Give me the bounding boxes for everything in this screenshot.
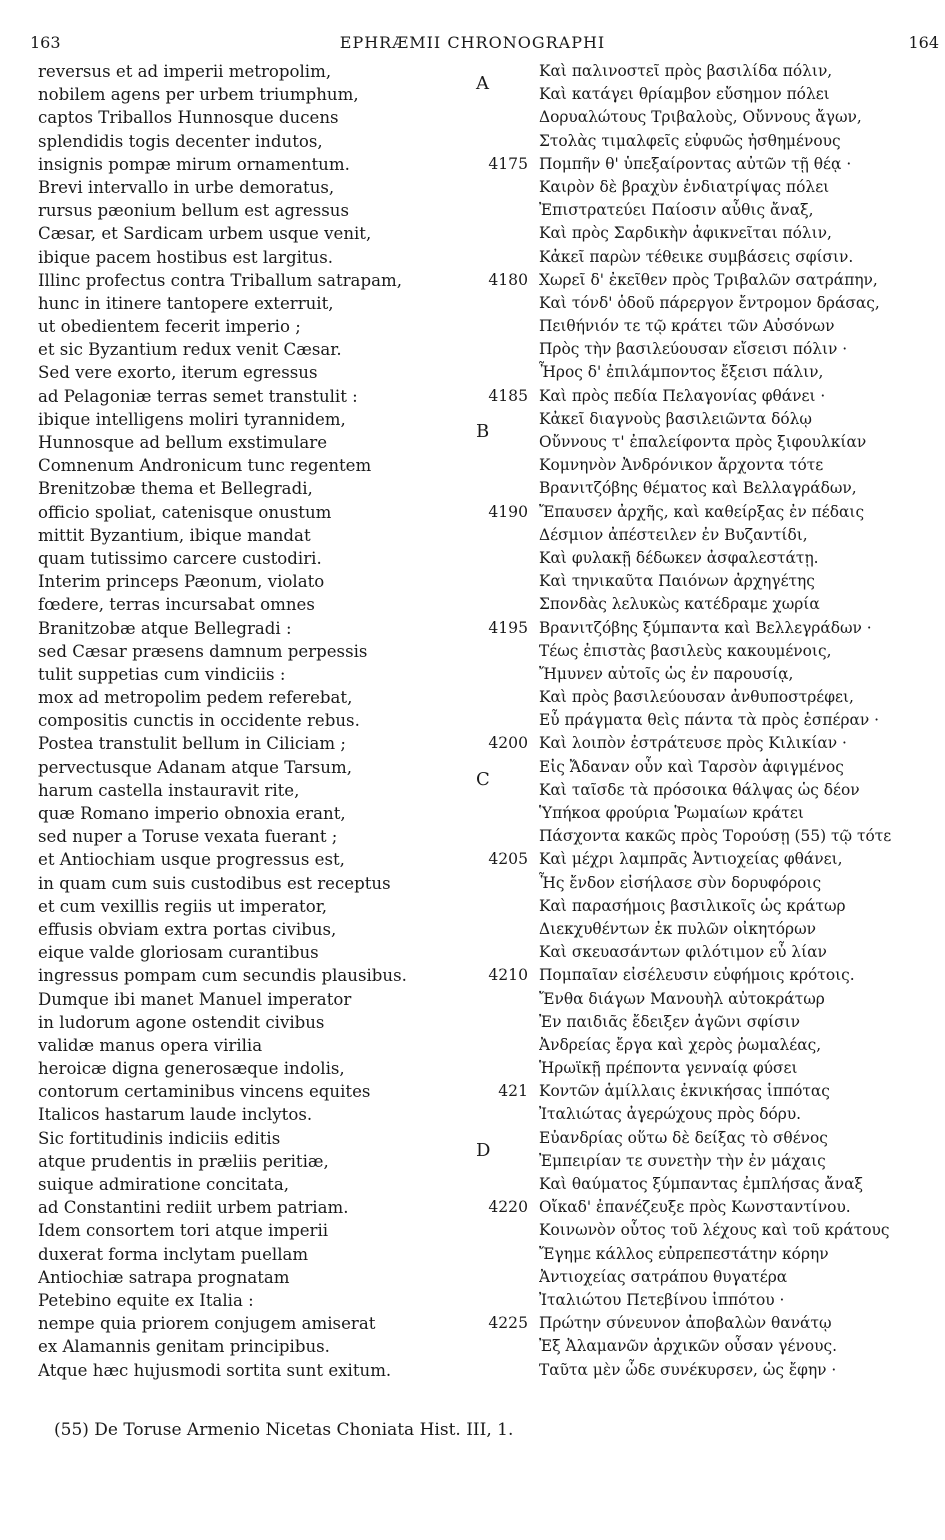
marker-row	[470, 130, 530, 153]
greek-verse-line: Ἐπιστρατεύει Παίοσιν αὖθις ἄναξ,	[539, 201, 814, 220]
greek-verse-line: Πρώτην σύνευνον ἀποβαλὼν θανάτῳ	[539, 1314, 832, 1333]
line-number: 4200	[488, 734, 528, 753]
marker-row	[470, 408, 530, 442]
latin-verse-line: validæ manus opera virilia	[38, 1035, 263, 1055]
greek-verse-line: Βρανιτζόβης ξύμπαντα καὶ Βελλεγράδων ·	[539, 618, 872, 637]
greek-verse-line: Πομπαῖαν εἰσέλευσιν εὐφήμοις κρότοις.	[539, 966, 855, 985]
marker-row	[470, 1150, 530, 1173]
latin-verse-line: sed nuper a Toruse vexata fuerant ;	[38, 827, 338, 847]
greek-verse-line: Εὖ πράγματα θεὶς πάντα τὰ πρὸς ἑσπέραν ·	[539, 711, 880, 730]
greek-verse-line: Καὶ κατάγει θρίαμβον εὔσημον πόλει	[539, 85, 830, 104]
marker-row	[470, 501, 530, 524]
greek-verse-line: Εἰς Ἄδαναν οὖν καὶ Ταρσὸν ἀφιγμένος	[539, 757, 844, 776]
marker-row	[470, 872, 530, 895]
right-page-number: 164	[908, 33, 939, 52]
greek-verse-line: Δορυαλώτους Τριβαλοὺς, Οὔννους ἄγων,	[539, 108, 862, 127]
latin-verse-line: Dumque ibi manet Manuel imperator	[38, 989, 352, 1009]
marker-row	[470, 988, 530, 1011]
greek-verse-line: Καὶ παρασήμοις βασιλικοῖς ὡς κράτωρ	[539, 896, 846, 915]
latin-verse-line: heroicæ digna generosæque indolis,	[38, 1059, 345, 1079]
greek-verse-line: Ἀνδρείας ἔργα καὶ χερὸς ῥωμαλέας,	[539, 1035, 822, 1054]
latin-verse-line: Illinc profectus contra Triballum satrapam,	[38, 270, 402, 290]
marker-row	[470, 106, 530, 129]
greek-verse-line: Καὶ τόνδ' ὁδοῦ πάρεργον ἔντρομον δράσας,	[539, 293, 880, 312]
greek-verse-line: Ἔνθα διάγων Μανουὴλ αὐτοκράτωρ	[539, 989, 825, 1008]
latin-verse-line: Cæsar, et Sardicam urbem usque venit,	[38, 224, 372, 244]
greek-verse-line: Σπονδὰς λελυκὼς κατέδραμε χωρία	[539, 595, 820, 614]
marker-row	[470, 1127, 530, 1161]
marker-row	[470, 779, 530, 802]
greek-column	[539, 60, 939, 1382]
line-number: 4210	[488, 966, 528, 985]
marker-row	[470, 315, 530, 338]
marker-row	[470, 1034, 530, 1057]
greek-verse-line: Καὶ μέχρι λαμπρᾶς Ἀντιοχείας φθάνει,	[539, 850, 843, 869]
greek-verse-line: Οὔννους τ' ἐπαλείφοντα πρὸς ξιφουλκίαν	[539, 433, 867, 451]
greek-verse-line: Στολὰς τιμαλφεῖς εὐφυῶς ἠσθημένους	[539, 131, 841, 150]
latin-verse-line: Sed vere exorto, iterum egressus	[38, 363, 318, 383]
latin-verse-line: hunc in itinere tantopere exterruit,	[38, 293, 334, 313]
line-number: 4225	[488, 1314, 528, 1333]
marker-row	[470, 477, 530, 500]
marker-row	[470, 338, 530, 361]
marker-row	[470, 222, 530, 245]
latin-verse-line: fœdere, terras incursabat omnes	[38, 595, 315, 615]
line-number: 4220	[488, 1198, 528, 1217]
greek-verse-line: Καὶ σκευασάντων φιλότιμον εὖ λίαν	[539, 943, 827, 962]
marker-row	[470, 431, 530, 454]
latin-verse-line: quam tutissimo carcere custodiri.	[38, 548, 322, 568]
marker-row	[470, 1080, 530, 1103]
marker-row	[470, 524, 530, 547]
marker-row	[470, 709, 530, 732]
latin-verse-line: harum castella instauravit rite,	[38, 780, 300, 800]
greek-verse-line: Ἧς ἔνδον εἰσήλασε σὺν δορυφόροις	[539, 873, 822, 892]
latin-verse-line: officio spoliat, catenisque onustum	[38, 502, 332, 522]
latin-verse-line: in quam cum suis custodibus est receptus	[38, 873, 391, 893]
marker-row	[470, 1359, 530, 1382]
greek-verse-line: Ἔγημε κάλλος εὐπρεπεστάτην κόρην	[539, 1244, 829, 1263]
marker-row	[470, 732, 530, 755]
latin-verse-line: reversus et ad imperii metropolim,	[38, 62, 332, 81]
greek-verse-line: Καὶ φυλακῇ δέδωκεν ἀσφαλεστάτῃ.	[539, 548, 819, 567]
greek-verse-line: Ἐν παιδιᾶς ἔδειξεν ἀγῶνι σφίσιν	[539, 1012, 800, 1031]
marker-row	[470, 895, 530, 918]
marker-row	[470, 570, 530, 593]
section-letter: B	[476, 420, 490, 442]
marker-row	[470, 825, 530, 848]
latin-verse-line: contorum certaminibus vincens equites	[38, 1082, 371, 1102]
line-number: 421	[498, 1082, 528, 1101]
marker-row	[470, 199, 530, 222]
latin-verse-line: nempe quia priorem conjugem amiserat	[38, 1314, 376, 1334]
left-page-number: 163	[30, 33, 61, 52]
marker-row	[470, 593, 530, 616]
greek-verse-line: Καὶ ταῖσδε τὰ πρόσοικα θάλψας ὡς δέον	[539, 780, 860, 799]
latin-verse-line: ad Pelagoniæ terras semet transtulit :	[38, 386, 358, 406]
greek-verse-line: Ὑπήκοα φρούρια Ῥωμαίων κράτει	[539, 804, 804, 822]
marker-row	[470, 640, 530, 663]
marker-row	[470, 1289, 530, 1312]
marker-row	[470, 246, 530, 269]
greek-verse-line: Καιρὸν δὲ βραχὺν ἐνδιατρίψας πόλει	[539, 177, 830, 196]
greek-verse-line: Ἦρος δ' ἐπιλάμποντος ἔξεισι πάλιν,	[539, 363, 824, 382]
latin-verse-line: mittit Byzantium, ibique mandat	[38, 525, 311, 545]
line-number: 4205	[488, 850, 528, 869]
footnote: (55) De Toruse Armenio Nicetas Choniata Hist. III, 1.	[54, 1420, 514, 1440]
latin-verse-line: sed Cæsar præsens damnum perpessis	[38, 641, 368, 661]
marker-row	[470, 385, 530, 408]
latin-column	[38, 60, 458, 1382]
latin-verse-line: effusis obviam extra portas civibus,	[38, 919, 337, 939]
latin-verse-line: ibique pacem hostibus est largitus.	[38, 247, 334, 267]
latin-verse-line: et sic Byzantium redux venit Cæsar.	[38, 340, 342, 360]
line-number: 4185	[488, 386, 528, 405]
latin-verse-line: et Antiochiam usque progressus est,	[38, 850, 345, 870]
latin-verse-line: Hunnosque ad bellum exstimulare	[38, 433, 328, 452]
line-number: 4190	[488, 502, 528, 521]
page-header	[0, 0, 945, 52]
marker-row	[470, 454, 530, 477]
latin-verse-line: eique valde gloriosam curantibus	[38, 943, 319, 963]
latin-verse-line: in ludorum agone ostendit civibus	[38, 1012, 325, 1032]
greek-verse-line: Εὐανδρίας οὕτω δὲ δείξας τὸ σθένος	[539, 1128, 828, 1147]
greek-verse-line: Ἡρωϊκῇ πρέποντα γενναίᾳ φύσει	[539, 1059, 798, 1078]
marker-row	[470, 918, 530, 941]
latin-verse-line: Brevi intervallo in urbe demoratus,	[38, 177, 335, 197]
marker-row	[470, 1266, 530, 1289]
greek-verse-line: Ἰταλιώτου Πετεβίνου ἱππότου ·	[539, 1290, 785, 1309]
greek-verse-line: Ταῦτα μὲν ὧδε συνέκυρσεν, ὡς ἔφην ·	[539, 1360, 837, 1379]
marker-row	[470, 848, 530, 871]
marker-row	[470, 361, 530, 384]
latin-verse-line: Petebino equite ex Italia :	[38, 1290, 254, 1310]
latin-verse-line: Idem consortem tori atque imperii	[38, 1221, 329, 1241]
marker-row	[470, 1243, 530, 1266]
latin-verse-line: ex Alamannis genitam principibus.	[38, 1337, 330, 1357]
greek-verse-line: Διεκχυθέντων ἐκ πυλῶν οἰκητόρων	[539, 919, 817, 938]
greek-verse-line: Καὶ παλινοστεῖ πρὸς βασιλίδα πόλιν,	[539, 62, 833, 80]
latin-verse-line: splendidis togis decenter indutos,	[38, 131, 323, 151]
latin-verse-line: Postea transtulit bellum in Ciliciam ;	[38, 734, 346, 754]
greek-verse-line: Ἤμυνεν αὐτοῖς ὡς ἐν παρουσίᾳ,	[539, 664, 794, 683]
running-title: EPHRÆMII CHRONOGRAPHI	[339, 33, 606, 52]
latin-verse-line: ibique intelligens moliri tyrannidem,	[38, 409, 346, 429]
marker-row	[470, 686, 530, 709]
marker-row	[470, 941, 530, 964]
latin-verse-line: suique admiratione concitata,	[38, 1175, 290, 1194]
latin-verse-line: quæ Romano imperio obnoxia erant,	[38, 804, 346, 823]
latin-verse-line: pervectusque Adanam atque Tarsum,	[38, 757, 353, 777]
greek-verse-line: Κἀκεῖ διαγνοὺς βασιλειῶντα δόλῳ	[539, 409, 812, 428]
greek-verse-line: Καὶ λοιπὸν ἐστράτευσε πρὸς Κιλικίαν ·	[539, 734, 847, 753]
greek-verse-line: Καὶ πρὸς Σαρδικὴν ἀφικνεῖται πόλιν,	[539, 224, 832, 243]
greek-verse-line: Ἔπαυσεν ἀρχῆς, καὶ καθείρξας ἐν πέδαις	[539, 502, 865, 521]
latin-verse-line: Atque hæc hujusmodi sortita sunt exitum.	[38, 1360, 392, 1380]
marker-row	[470, 1103, 530, 1126]
marker-row	[470, 547, 530, 570]
margin-markers	[470, 60, 530, 1382]
marker-row	[470, 1196, 530, 1219]
marker-row	[470, 153, 530, 176]
marker-row	[470, 964, 530, 987]
greek-verse-line: Κομνηνὸν Ἀνδρόνικον ἄρχοντα τότε	[539, 456, 824, 475]
greek-verse-line: Κἀκεῖ παρὼν τέθεικε συμβάσεις σφίσιν.	[539, 247, 854, 266]
marker-row	[470, 1335, 530, 1358]
line-number: 4175	[488, 154, 528, 173]
latin-verse-line: mox ad metropolim pedem referebat,	[38, 688, 353, 708]
greek-verse-line: Καὶ θαύματος ξύμπαντας ἐμπλήσας ἄναξ	[539, 1175, 864, 1193]
greek-verse-line: Τέως ἐπιστὰς βασιλεὺς κακουμένοις,	[539, 641, 832, 660]
line-number: 4195	[488, 618, 528, 637]
latin-verse-line: compositis cunctis in occidente rebus.	[38, 711, 360, 731]
marker-row	[470, 617, 530, 640]
latin-verse-line: Antiochiæ satrapa prognatam	[38, 1267, 290, 1287]
latin-verse-line: ingressus pompam cum secundis plausibus.	[38, 966, 407, 986]
latin-verse-line: nobilem agens per urbem triumphum,	[38, 85, 359, 105]
line-number: 4180	[488, 270, 528, 289]
latin-verse-line: tulit suppetias cum vindiciis :	[38, 664, 286, 684]
latin-verse-line: ad Constantini rediit urbem patriam.	[38, 1198, 349, 1218]
marker-row	[470, 83, 530, 106]
greek-verse-line: Κοντῶν ἁμίλλαις ἐκνικήσας ἱππότας	[539, 1082, 830, 1101]
marker-row	[470, 1219, 530, 1242]
greek-verse-line: Πρὸς τὴν βασιλεύουσαν εἴσεισι πόλιν ·	[539, 340, 848, 359]
greek-verse-line: Πομπῆν θ' ὑπεξαίροντας αὐτῶν τῇ θέᾳ ·	[539, 154, 852, 173]
marker-row	[470, 292, 530, 315]
greek-verse-line: Χωρεῖ δ' ἐκεῖθεν πρὸς Τριβαλῶν σατράπην,	[539, 270, 878, 289]
latin-verse-line: insignis pompæ mirum ornamentum.	[38, 154, 350, 174]
latin-verse-line: ut obedientem fecerit imperio ;	[38, 317, 301, 337]
latin-verse-line: Italicos hastarum laude inclytos.	[38, 1105, 313, 1125]
section-letter: C	[476, 768, 490, 790]
latin-verse-line: Sic fortitudinis indiciis editis	[38, 1128, 281, 1148]
latin-verse-line: Brenitzobæ thema et Bellegradi,	[38, 479, 313, 499]
greek-verse-line: Καὶ τηνικαῦτα Παιόνων ἀρχηγέτης	[539, 572, 815, 591]
greek-verse-line: Καὶ πρὸς πεδία Πελαγονίας φθάνει ·	[539, 386, 826, 405]
greek-verse-line: Κοινωνὸν οὗτος τοῦ λέχους καὶ τοῦ κράτους	[539, 1221, 890, 1240]
latin-verse-line: et cum vexillis regiis ut imperator,	[38, 896, 328, 916]
greek-verse-line: Οἴκαδ' ἐπανέζευξε πρὸς Κωνσταντίνου.	[539, 1198, 851, 1217]
marker-row	[470, 1057, 530, 1080]
section-letter: D	[476, 1139, 491, 1161]
greek-verse-line: Βρανιτζόβης θέματος καὶ Βελλαγράδων,	[539, 479, 857, 498]
greek-verse-line: Ἐμπειρίαν τε συνετὴν τὴν ἐν μάχαις	[539, 1151, 826, 1170]
latin-verse-line: Comnenum Andronicum tunc regentem	[38, 456, 372, 476]
greek-verse-line: Ἐξ Ἀλαμανῶν ἀρχικῶν οὖσαν γένους.	[539, 1337, 837, 1356]
marker-row	[470, 60, 530, 94]
greek-verse-line: Καὶ πρὸς βασιλεύουσαν ἀνθυποστρέφει,	[539, 688, 854, 707]
latin-verse-line: Interim princeps Pæonum, violato	[38, 572, 325, 592]
greek-verse-line: Ἰταλιώτας ἀγερώχους πρὸς δόρυ.	[539, 1105, 802, 1124]
marker-row	[470, 1312, 530, 1335]
greek-verse-line: Δέσμιον ἀπέστειλεν ἐν Βυζαντίδι,	[539, 525, 808, 544]
latin-verse-line: Branitzobæ atque Bellegradi :	[38, 618, 292, 638]
latin-verse-line: rursus pæonium bellum est agressus	[38, 201, 349, 221]
marker-row	[470, 269, 530, 292]
latin-verse-line: duxerat forma inclytam puellam	[38, 1244, 309, 1264]
marker-row	[470, 802, 530, 825]
marker-row	[470, 756, 530, 790]
marker-row	[470, 663, 530, 686]
greek-verse-line: Ἀντιοχείας σατράπου θυγατέρα	[539, 1267, 788, 1286]
marker-row	[470, 1011, 530, 1034]
section-letter: A	[476, 73, 489, 94]
latin-verse-line: atque prudentis in præliis peritiæ,	[38, 1151, 329, 1171]
greek-verse-line: Πειθήνιόν τε τῷ κράτει τῶν Αὐσόνων	[539, 317, 835, 336]
marker-row	[470, 176, 530, 199]
latin-verse-line: captos Triballos Hunnosque ducens	[38, 108, 339, 128]
greek-verse-line: Πάσχοντα κακῶς πρὸς Τορούσῃ (55) τῷ τότε	[539, 827, 892, 846]
marker-row	[470, 1173, 530, 1196]
